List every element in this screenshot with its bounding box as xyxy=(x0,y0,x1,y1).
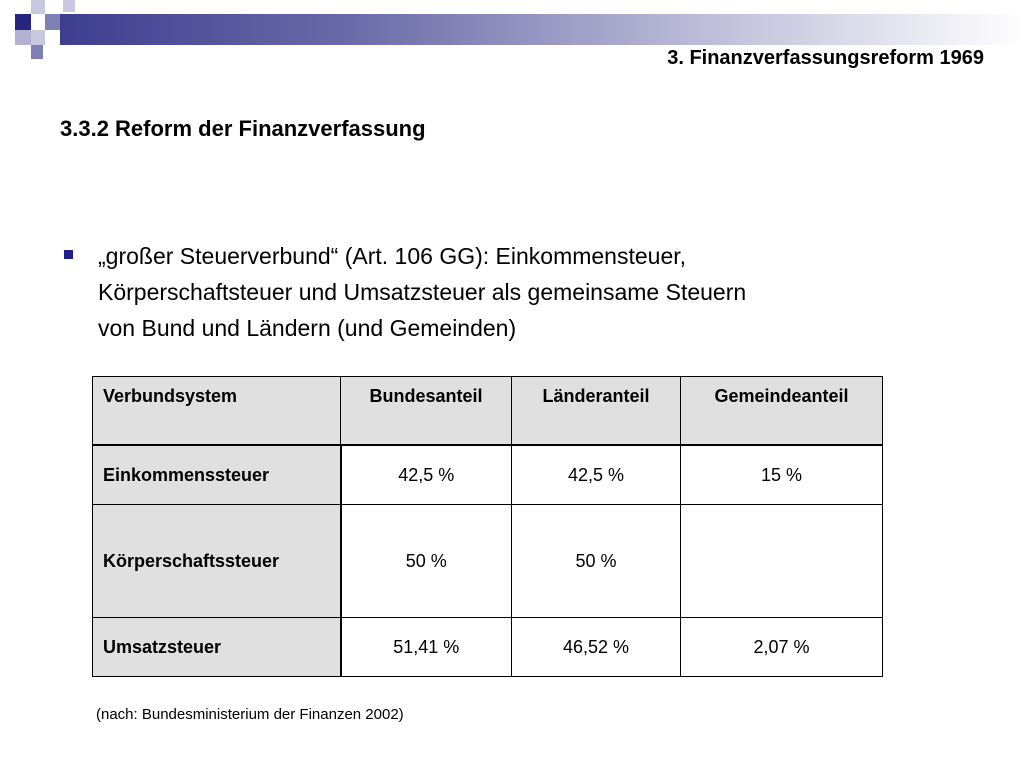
table-cell: 2,07 % xyxy=(681,618,883,677)
table-header-cell: Bundesanteil xyxy=(341,377,512,446)
table-cell: 42,5 % xyxy=(512,445,681,505)
decor-square xyxy=(63,0,75,12)
table-cell: 42,5 % xyxy=(341,445,512,505)
bullet-line: von Bund und Ländern (und Gemeinden) xyxy=(98,315,517,341)
tax-share-table xyxy=(92,376,883,677)
row-header-cell: Einkommenssteuer xyxy=(93,445,341,505)
decor-square xyxy=(45,14,60,30)
decor-square xyxy=(15,30,31,45)
bullet-square-icon xyxy=(64,250,73,259)
table-header-cell: Verbundsystem xyxy=(93,377,341,446)
section-title: 3.3.2 Reform der Finanzverfassung xyxy=(60,116,426,141)
table-header-cell: Gemeindeanteil xyxy=(681,377,883,446)
row-header-cell: Umsatzsteuer xyxy=(93,618,341,677)
header-decoration-band xyxy=(60,14,1024,45)
decor-square xyxy=(31,30,45,45)
decor-square xyxy=(31,45,43,59)
bullet-line: „großer Steuerverbund“ (Art. 106 GG): Einkommensteuer, xyxy=(98,243,687,269)
table-cell: 46,52 % xyxy=(512,618,681,677)
slide-header-title: 3. Finanzverfassungsreform 1969 xyxy=(667,47,984,69)
table-row xyxy=(93,445,883,505)
table-cell: 50 % xyxy=(512,505,681,618)
bullet-line: Körperschaftsteuer und Umsatzsteuer als gemeinsame Steuern xyxy=(98,279,747,305)
table-cell: 51,41 % xyxy=(341,618,512,677)
decor-square xyxy=(31,0,45,14)
table-cell xyxy=(681,505,883,618)
decor-square xyxy=(15,14,31,30)
table-row xyxy=(93,505,883,618)
bullet-text xyxy=(98,238,918,346)
source-note: (nach: Bundesministerium der Finanzen 2002) xyxy=(96,706,404,723)
table-cell: 15 % xyxy=(681,445,883,505)
table-row xyxy=(93,618,883,677)
table-cell: 50 % xyxy=(341,505,512,618)
table-header-row xyxy=(93,377,883,446)
row-header-cell: Körperschaftssteuer xyxy=(93,505,341,618)
table-header-cell: Länderanteil xyxy=(512,377,681,446)
bullet-item xyxy=(60,238,940,346)
